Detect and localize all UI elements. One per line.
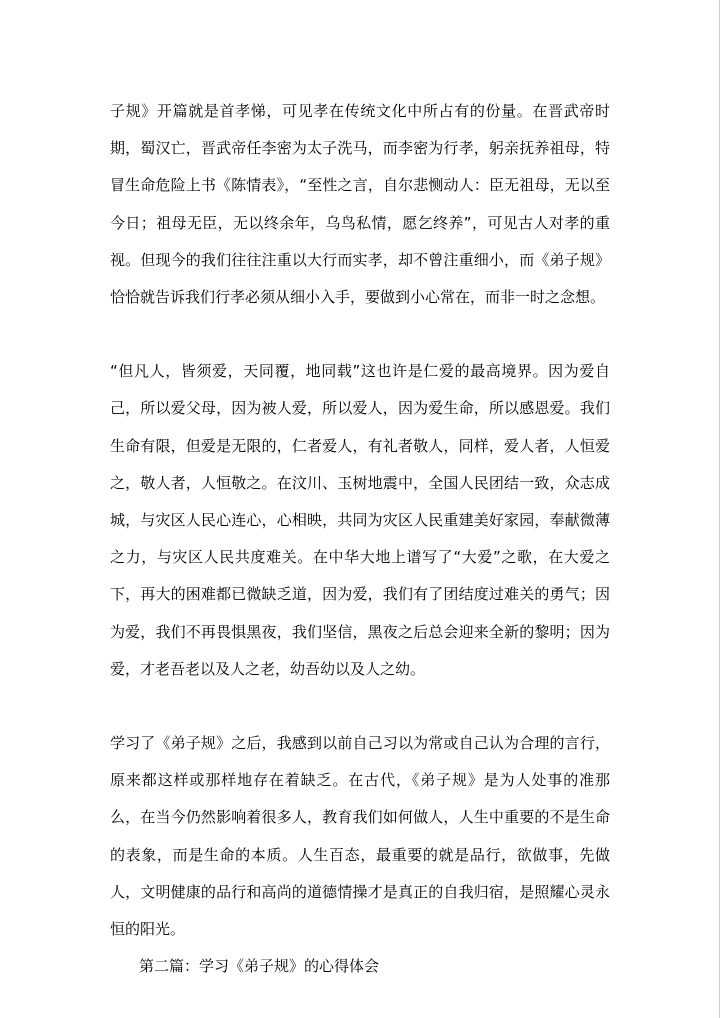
paragraph-gap (110, 316, 610, 353)
paragraph-universal-love: “但凡人，皆须爱，天同覆，地同载”这也许是仁爱的最高境界。因为爱自己，所以爱父母，因为被人爱，所以爱人，因为爱生命，所以感恩爱。我们生命有限，但爱是无限的，仁者爱人，有礼者敬人，同样，爱人者，人恒爱之，敬人者，人恒敬之。在汶川、玉树地震中，全国人民团结一致，众志成城，与灾区人民心连心，心相映，共同为灾区人民重建美好家园，奉献微薄之力，与灾区人民共度难关。在中华大地上谱写了“大爱”之歌，在大爱之下，再大的困难都已微缺乏道，因为爱，我们有了团结度过难关的勇气；因为爱，我们不再畏惧黑夜，我们坚信，黑夜之后总会迎来全新的黎明；因为爱，才老吾老以及人之老，幼吾幼以及人之幼。 (110, 362, 610, 678)
paragraph-gap (110, 688, 610, 725)
paragraph-filial-piety: 子规》开篇就是首孝悌，可见孝在传统文化中所占有的份量。在晋武帝时期，蜀汉亡，晋武帝任李密为太子洗马，而李密为行孝，躬亲抚养祖母，特冒生命危险上书《陈情表》，“至性之言，自尔悲恻动人：臣无祖母，无以至今日；祖母无臣，无以终余年，乌鸟私情，愿乞终养”，可见古人对孝的重视。但现今的我们往往注重以大行而实孝，却不曾注重细小，而《弟子规》恰恰就告诉我们行孝必须从细小入手，要做到小心常在，而非一时之念想。 (110, 102, 610, 307)
paragraph-reflection: 学习了《弟子规》之后，我感到以前自己习以为常或自己认为合理的言行，原来都这样或那样地存在着缺乏。在古代，《弟子规》是为人处事的准那么，在当今仍然影响着很多人，教育我们如何做人，人生中重要的不是生命的表象，而是生命的本质。人生百态，最重要的就是品行，欲做事，先做人，文明健康的品行和高尚的道德情操才是真正的自我归宿，是照耀心灵永恒的阳光。 (110, 734, 610, 939)
section-heading: 第二篇：学习《弟子规》的心得体会 (139, 957, 380, 976)
document-page (110, 93, 610, 985)
